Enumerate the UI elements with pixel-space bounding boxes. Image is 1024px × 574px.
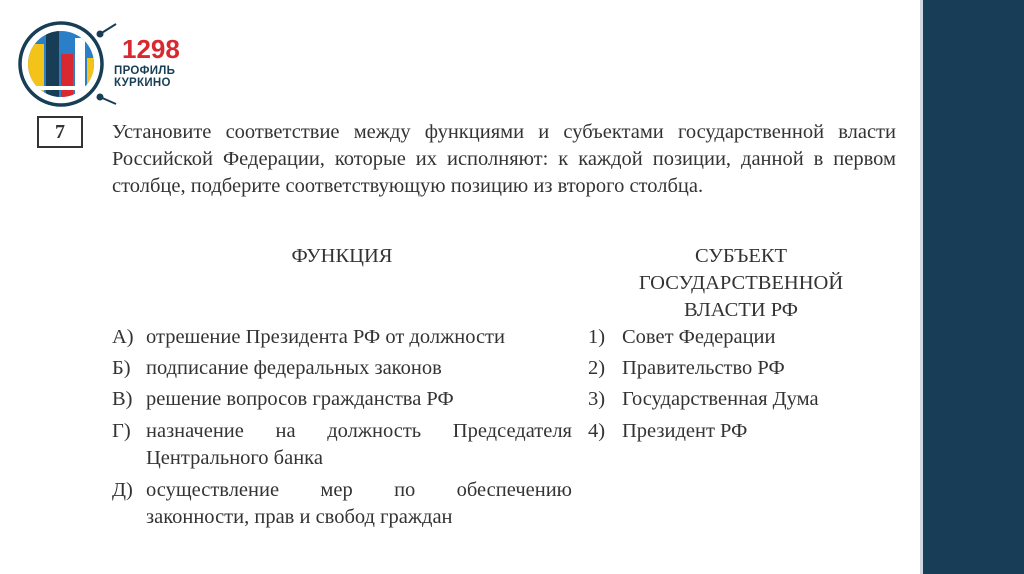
function-item — [112, 418, 572, 472]
subject-text: Государственная Дума — [622, 388, 819, 410]
subject-label: 4) — [588, 420, 606, 442]
column-header-subject-line: ВЛАСТИ РФ — [684, 299, 798, 321]
function-item — [112, 386, 582, 413]
function-item — [112, 477, 572, 531]
subject-text: Президент РФ — [622, 420, 748, 442]
panel-edge — [920, 0, 923, 574]
subject-item — [588, 355, 888, 382]
subject-label: 2) — [588, 357, 606, 379]
function-text: назначение на должность Председателя — [146, 420, 572, 442]
function-text: осуществление мер по обеспечению — [146, 479, 572, 501]
function-item — [112, 355, 582, 382]
subject-text: Совет Федерации — [622, 326, 776, 348]
subject-item — [588, 324, 888, 351]
logo-number: 1298 — [122, 34, 180, 64]
task-text: Установите соответствие между функциями и субъектами государственной власти Российской Федерации, которые их исполняют: к каждой позиции, данной в первом столбце, подберите соответствующую позицию из второго столбца. — [112, 121, 896, 197]
column-header-function: ФУНКЦИЯ — [291, 245, 393, 267]
function-text: подписание федеральных законов — [146, 357, 442, 379]
column-header-subject — [596, 243, 886, 324]
function-text: решение вопросов гражданства РФ — [146, 388, 454, 410]
task-number-box: 7 — [37, 116, 83, 148]
function-item — [112, 324, 582, 351]
column-header-subject-line: СУБЪЕКТ — [694, 245, 788, 267]
function-label: В) — [112, 388, 133, 410]
function-label: Г) — [112, 420, 131, 442]
subject-label: 3) — [588, 388, 606, 410]
function-text: Центрального банка — [146, 447, 323, 469]
school-logo — [14, 14, 184, 110]
function-label: Д) — [112, 479, 133, 501]
logo-emblem-icon — [14, 14, 118, 110]
right-side-panel — [920, 0, 1024, 574]
logo-text-line2: КУРКИНО — [114, 77, 171, 89]
subject-item — [588, 386, 888, 413]
function-text: законности, прав и свобод граждан — [146, 506, 453, 528]
logo-text-line1: ПРОФИЛЬ — [114, 65, 176, 77]
subject-text: Правительство РФ — [622, 357, 785, 379]
column-header-subject-line: ГОСУДАРСТВЕННОЙ — [638, 272, 844, 294]
function-label: Б) — [112, 357, 131, 379]
subject-item — [588, 418, 888, 445]
subject-label: 1) — [588, 326, 606, 348]
function-label: А) — [112, 326, 134, 348]
function-text: отрешение Президента РФ от должности — [146, 326, 505, 348]
